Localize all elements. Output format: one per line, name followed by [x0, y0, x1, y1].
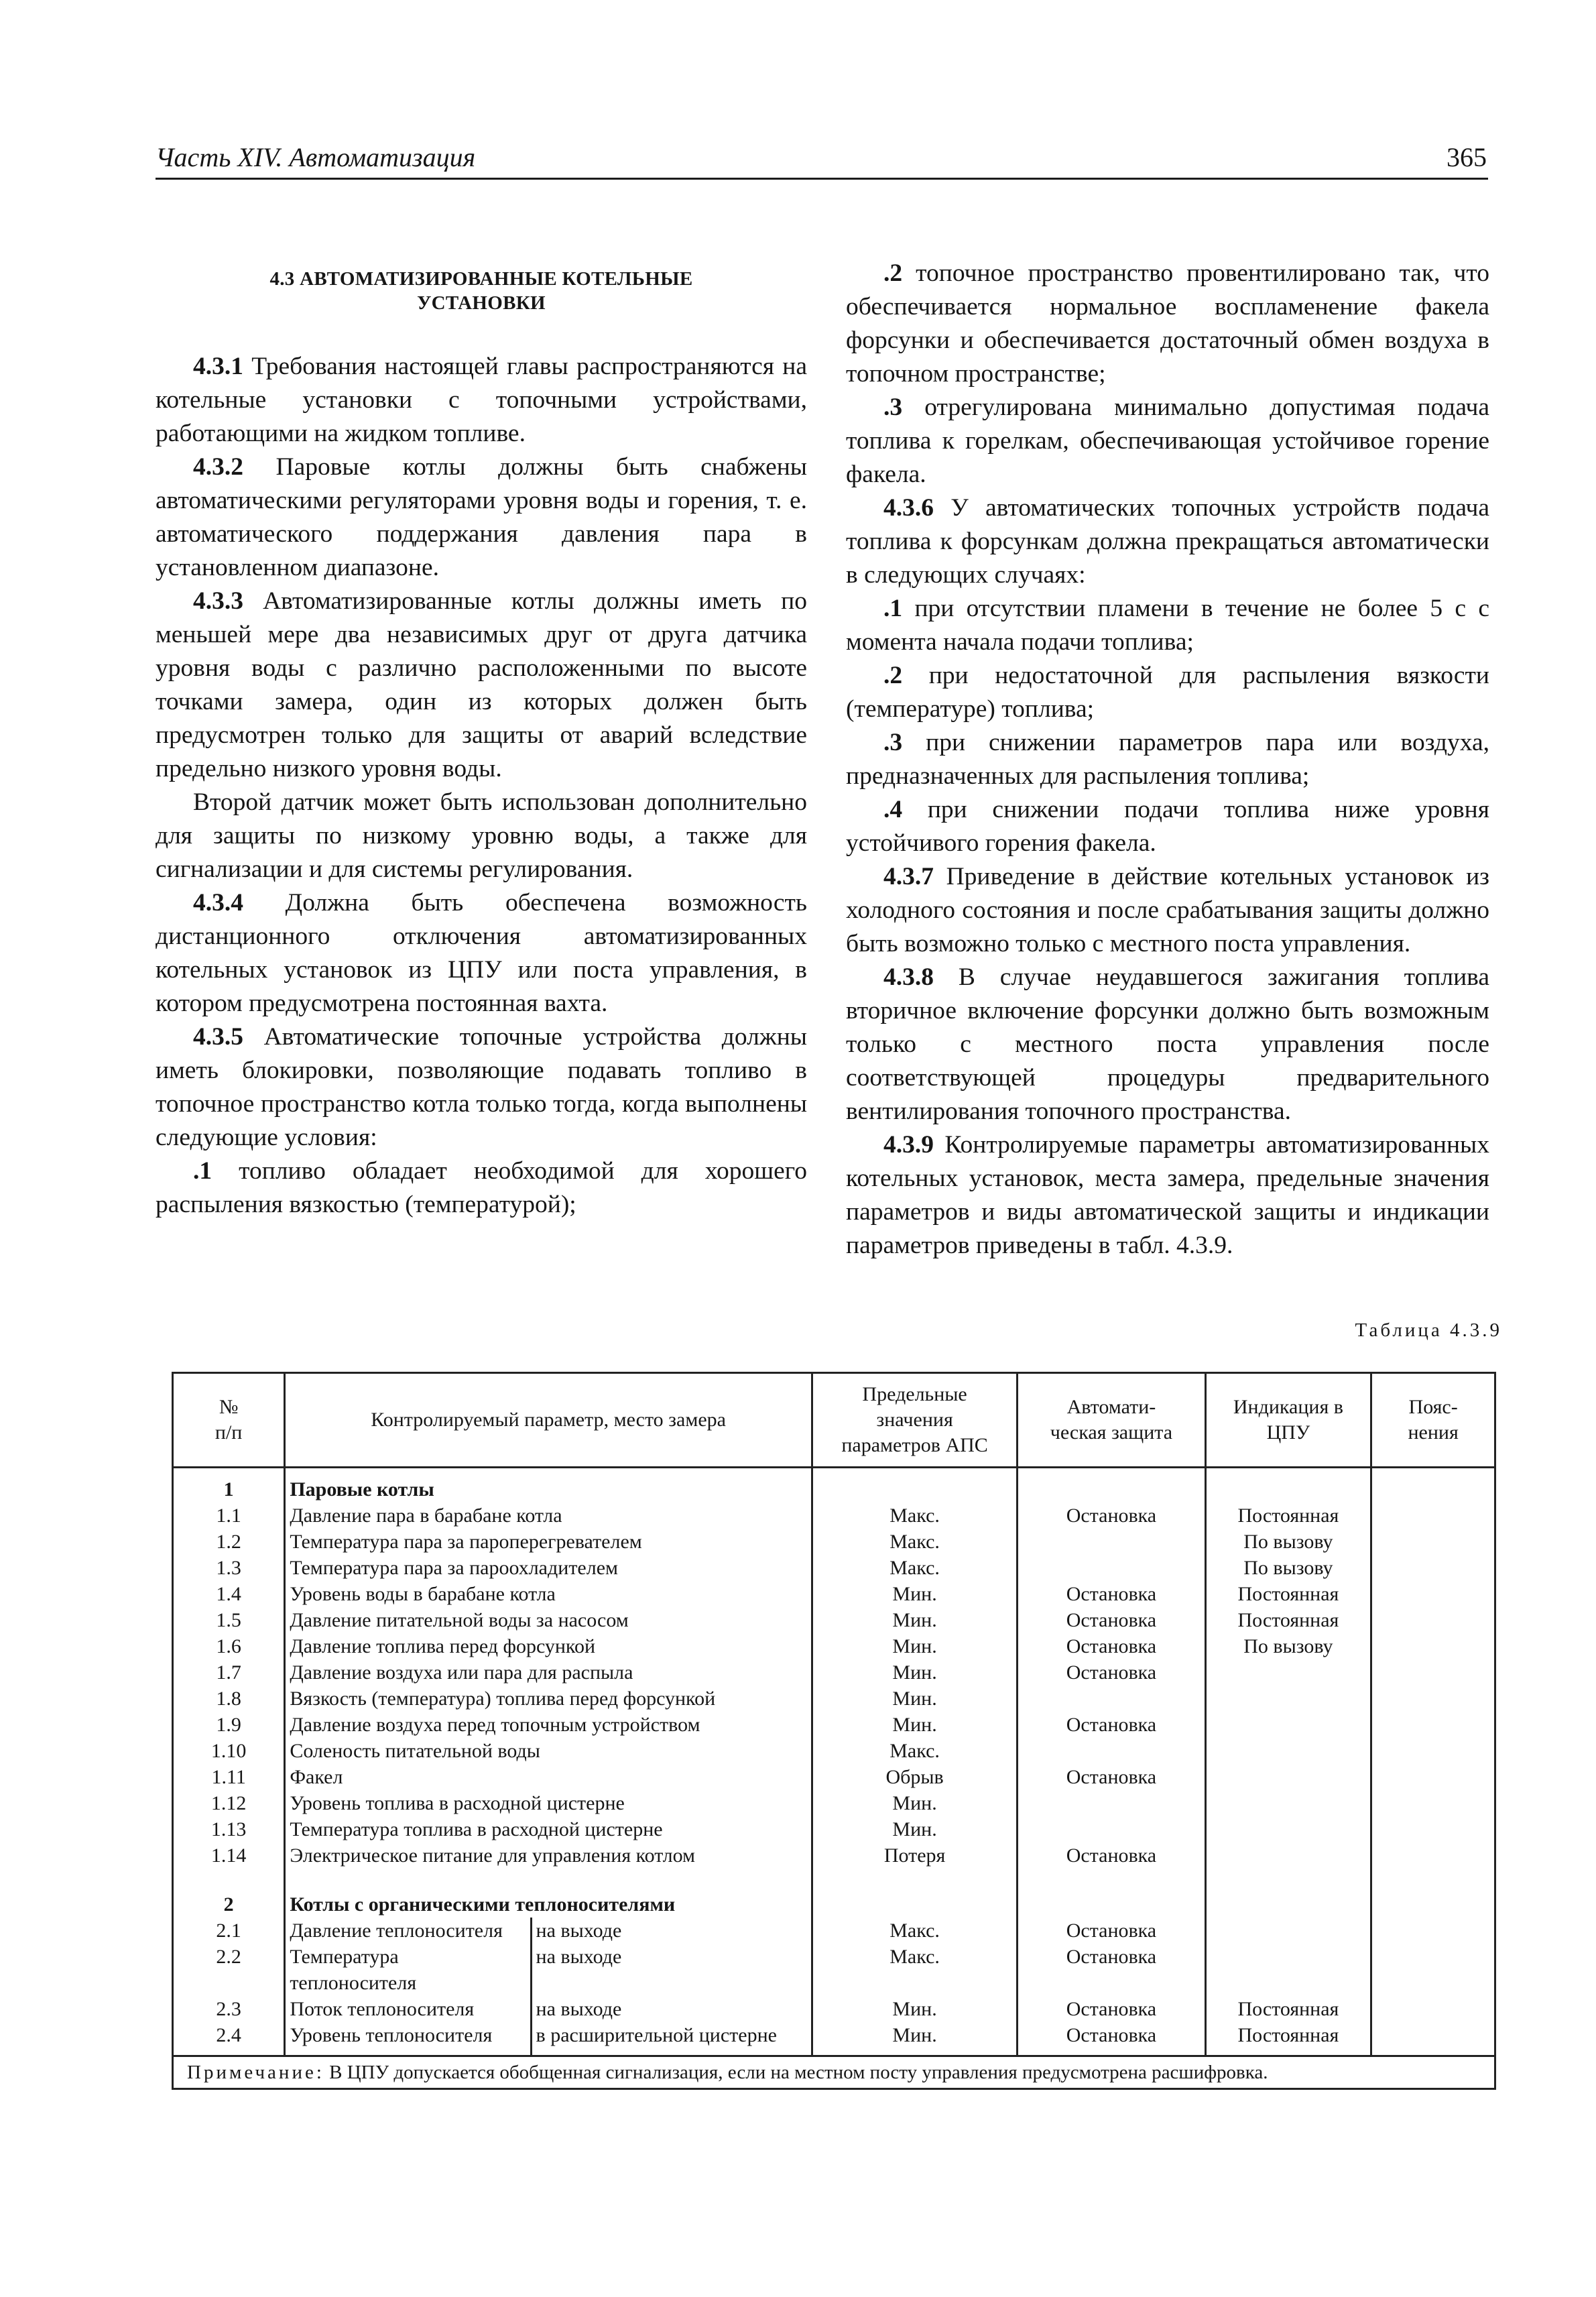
paragraph: .2 топочное пространство провентилировано так, что обеспечивается нормальное воспламенение факела форсунки и обеспечивается достаточный обмен воздуха в топочном пространстве;	[846, 259, 1489, 388]
paragraph: 4.3.2 Паровые котлы должны быть снабжены автоматическими регуляторами уровня воды и горения, т. е. автоматического поддержания давления пара в установленном диапазоне.	[156, 453, 807, 581]
table-row: 1.13 Температура топлива в расходной цистерне Мин.	[173, 1816, 1495, 1842]
table-row: 1.4 Уровень воды в барабане котла Мин. Остановка Постоянная	[173, 1581, 1495, 1607]
paragraph: Второй датчик может быть использован дополнительно для защиты по низкому уровню воды, а также для сигнализации и для системы регулирования.	[156, 788, 807, 883]
header-indication: Индикация в ЦПУ	[1205, 1373, 1371, 1468]
table-spacer-row	[173, 1869, 1495, 1891]
paragraph: .3 при снижении параметров пара или воздуха, предназначенных для распыления топлива;	[846, 729, 1489, 790]
right-column	[846, 257, 1489, 1262]
table-row: 2.3 Поток теплоносителя на выходе Мин. Остановка Постоянная	[173, 1996, 1495, 2022]
paragraph: 4.3.6 У автоматических топочных устройств подача топлива к форсункам должна прекращаться автоматически в следующих случаях:	[846, 494, 1489, 589]
header-limit: Предельные значения параметров АПС	[812, 1373, 1017, 1468]
table-row: 2.4 Уровень теплоносителя в расширительной цистерне Мин. Остановка Постоянная	[173, 2022, 1495, 2056]
paragraph: .1 топливо обладает необходимой для хорошего распыления вязкостью (температурой);	[156, 1157, 807, 1218]
table-row: 1.2 Температура пара за пароперегревателем Макс. По вызову	[173, 1529, 1495, 1555]
header-protection: Автомати- ческая защита	[1018, 1373, 1205, 1468]
table-row: 1.6 Давление топлива перед форсункой Мин. Остановка По вызову	[173, 1633, 1495, 1659]
header-notes: Пояс- нения	[1371, 1373, 1495, 1468]
paragraph: 4.3.4 Должна быть обеспечена возможность дистанционного отключения автоматизированных котельных установок из ЦПУ или поста управления, в котором предусмотрена постоянная вахта.	[156, 889, 807, 1017]
paragraph: 4.3.5 Автоматические топочные устройства должны иметь блокировки, позволяющие подавать топливо в топочное пространство котла только тогда, когда выполнены следующие условия:	[156, 1023, 807, 1151]
paragraph: .2 при недостаточной для распыления вязкости (температуре) топлива;	[846, 662, 1489, 723]
header-parameter: Контролируемый параметр, место замера	[285, 1373, 812, 1468]
header-number: № п/п	[173, 1373, 285, 1468]
table-row: 1.12 Уровень топлива в расходной цистерне Мин.	[173, 1790, 1495, 1816]
table-note-row: Примечание: В ЦПУ допускается обобщенная сигнализация, если на местном посту управления предусмотрена расшифровка.	[173, 2056, 1495, 2089]
parameters-table	[172, 1372, 1496, 2090]
table-row: 1.1 Давление пара в барабане котла Макс. Остановка Постоянная	[173, 1503, 1495, 1529]
table-row: 1.3 Температура пара за пароохладителем Макс. По вызову	[173, 1555, 1495, 1581]
table-row: 2.1 Давление теплоносителя на выходе Макс. Остановка	[173, 1918, 1495, 1944]
table-row: 1.14 Электрическое питание для управления котлом Потеря Остановка	[173, 1842, 1495, 1869]
table-header-row	[173, 1373, 1495, 1468]
table-caption: Таблица 4.3.9	[1355, 1319, 1502, 1341]
paragraph: 4.3.9 Контролируемые параметры автоматизированных котельных установок, места замера, предельные значения параметров и виды автоматической защиты и индикации параметров приведены в табл. 4.3.9.	[846, 1131, 1489, 1259]
table-group-row: 1 Паровые котлы	[173, 1468, 1495, 1503]
table-row: 1.10 Соленость питательной воды Макс.	[173, 1738, 1495, 1764]
table-row: 1.8 Вязкость (температура) топлива перед форсункой Мин.	[173, 1686, 1495, 1712]
table-group-row: 2 Котлы с органическими теплоносителями	[173, 1891, 1495, 1918]
section-title: 4.3 АВТОМАТИЗИРОВАННЫЕ КОТЕЛЬНЫЕ УСТАНОВКИ	[269, 268, 693, 314]
paragraph: .1 при отсутствии пламени в течение не более 5 с с момента начала подачи топлива;	[846, 595, 1489, 656]
left-column	[156, 255, 807, 1222]
paragraph: .3 отрегулирована минимально допустимая подача топлива к горелкам, обеспечивающая устойчивое горение факела.	[846, 394, 1489, 488]
table-row: 2.2 Температура теплоносителя на выходе Макс. Остановка	[173, 1944, 1495, 1996]
table-row: 1.9 Давление воздуха перед топочным устройством Мин. Остановка	[173, 1712, 1495, 1738]
paragraph: .4 при снижении подачи топлива ниже уровня устойчивого горения факела.	[846, 796, 1489, 857]
paragraph: 4.3.1 Требования настоящей главы распространяются на котельные установки с топочными устройствами, работающими на жидком топливе.	[156, 353, 807, 447]
paragraph: 4.3.3 Автоматизированные котлы должны иметь по меньшей мере два независимых друг от друга датчика уровня воды с различно расположенными по высоте точками замера, один из которых должен быть предусмотрен только для защиты от аварий вследствие предельно низкого уровня воды.	[156, 587, 807, 782]
running-title: Часть XIV. Автоматизация	[156, 142, 476, 172]
table-row: 1.5 Давление питательной воды за насосом Мин. Остановка Постоянная	[173, 1607, 1495, 1633]
page-header	[156, 137, 1488, 180]
paragraph: 4.3.7 Приведение в действие котельных установок из холодного состояния и после срабатывания защиты должно быть возможно только с местного поста управления.	[846, 863, 1489, 957]
paragraph: 4.3.8 В случае неудавшегося зажигания топлива вторичное включение форсунки должно быть возможным только с местного поста управления после соответствующей процедуры предварительного вентилирования топочного пространства.	[846, 963, 1489, 1125]
table-row: 1.11 Факел Обрыв Остановка	[173, 1764, 1495, 1790]
page-number: 365	[1447, 142, 1487, 172]
table-row: 1.7 Давление воздуха или пара для распыла Мин. Остановка	[173, 1659, 1495, 1686]
